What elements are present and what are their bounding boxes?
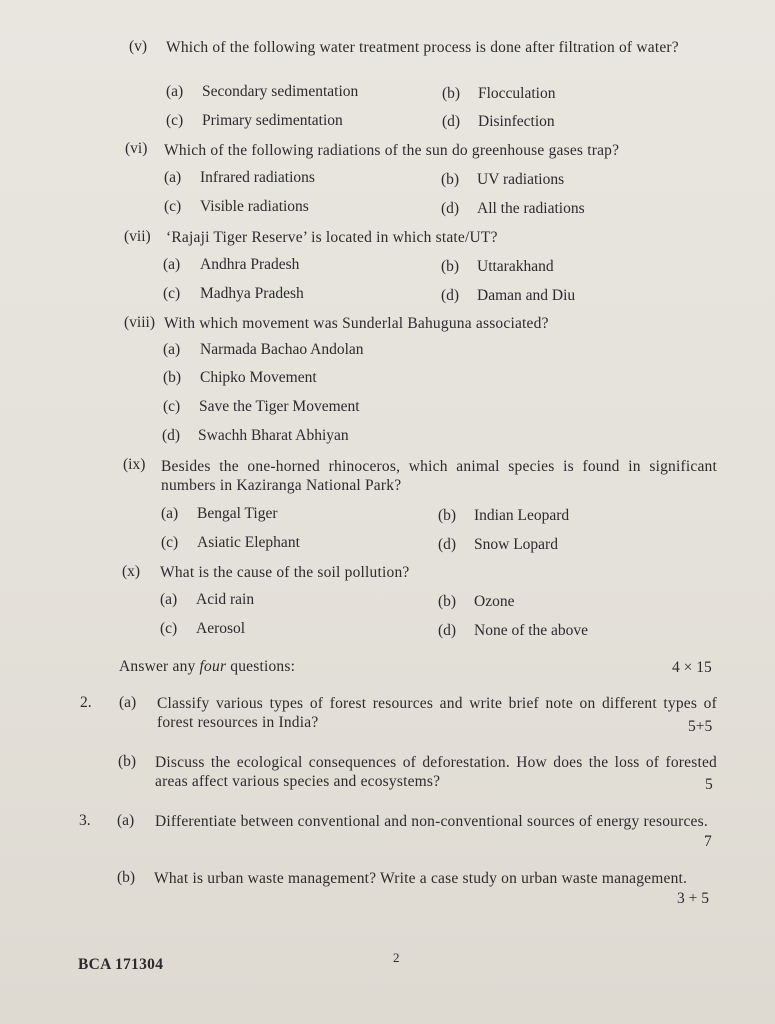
question-text: Classify various types of forest resources and write brief note on different types of forest resources in India?: [157, 695, 717, 731]
marks: 3 + 5: [677, 890, 709, 907]
marks: 5+5: [688, 718, 713, 735]
option-text: None of the above: [474, 622, 589, 639]
option-label: (d): [441, 287, 460, 304]
option-label: (b): [163, 369, 182, 386]
instruction: [119, 657, 295, 676]
option-label: (b): [441, 258, 460, 275]
question-number: 3.: [79, 812, 91, 829]
option-text: Flocculation: [478, 85, 556, 102]
question-number: 2.: [80, 694, 92, 711]
question-text: Which of the following water treatment process is done after filtration of water?: [166, 39, 679, 56]
option-text: Asiatic Elephant: [197, 534, 300, 551]
option-text: Madhya Pradesh: [200, 285, 304, 302]
option-text: Chipko Movement: [200, 369, 317, 386]
instruction-after: questions:: [226, 658, 296, 675]
marks: 5: [705, 776, 713, 793]
course-code: BCA 171304: [78, 956, 164, 973]
option-label: (a): [160, 591, 178, 608]
option-label: (d): [162, 427, 181, 444]
option-text: Save the Tiger Movement: [199, 398, 360, 415]
question-text: ‘Rajaji Tiger Reserve’ is located in which state/UT?: [166, 229, 498, 246]
option-label: (a): [166, 83, 184, 100]
question-number: (v): [129, 38, 148, 55]
instruction-before: Answer any: [119, 658, 200, 675]
option-label: (c): [160, 620, 178, 637]
section-marks: 4 × 15: [672, 659, 712, 676]
option-label: (b): [441, 171, 460, 188]
question-number: (ix): [123, 456, 146, 473]
page-number: 2: [393, 950, 400, 965]
option-text: Andhra Pradesh: [200, 256, 300, 273]
option-label: (c): [163, 398, 181, 415]
option-label: (a): [161, 505, 179, 522]
option-text: Indian Leopard: [474, 507, 570, 524]
option-label: (d): [442, 113, 461, 130]
option-text: Uttarakhand: [477, 258, 554, 275]
question-text: Besides the one-horned rhinoceros, which animal species is found in significant numbers in Kaziranga National Park?: [161, 458, 717, 494]
option-text: UV radiations: [477, 171, 565, 188]
question-text: Discuss the ecological consequences of deforestation. How does the loss of forested areas affect various species and ecosystems?: [155, 754, 717, 790]
option-label: (c): [163, 285, 181, 302]
option-label: (d): [438, 622, 457, 639]
option-text: Primary sedimentation: [202, 112, 343, 129]
option-text: Aerosol: [196, 620, 246, 637]
option-text: Bengal Tiger: [197, 505, 278, 522]
question-number: (vii): [124, 228, 151, 245]
question-text: What is the cause of the soil pollution?: [160, 564, 410, 581]
option-text: Infrared radiations: [200, 169, 315, 186]
option-text: Secondary sedimentation: [202, 83, 359, 100]
part-label: (b): [118, 753, 137, 770]
question-text: What is urban waste management? Write a case study on urban waste management.: [154, 870, 688, 887]
instruction-emphasis: four: [199, 658, 227, 675]
question-number: (x): [122, 563, 141, 580]
part-label: (b): [117, 869, 136, 886]
question-text: Which of the following radiations of the sun do greenhouse gases trap?: [164, 142, 620, 159]
option-label: (d): [438, 536, 457, 553]
option-text: Narmada Bachao Andolan: [200, 341, 364, 358]
option-text: Snow Lopard: [474, 536, 558, 553]
marks: 7: [704, 833, 712, 850]
option-text: All the radiations: [477, 200, 585, 217]
option-label: (c): [164, 198, 182, 215]
option-label: (b): [438, 507, 457, 524]
option-text: Disinfection: [478, 113, 555, 130]
question-text: With which movement was Sunderlal Bahuguna associated?: [164, 315, 549, 332]
option-text: Ozone: [474, 593, 515, 610]
option-text: Acid rain: [196, 591, 255, 608]
option-text: Swachh Bharat Abhiyan: [198, 427, 349, 444]
option-label: (c): [166, 112, 184, 129]
question-text: Differentiate between conventional and non-conventional sources of energy resources.: [155, 813, 708, 830]
option-label: (a): [163, 341, 181, 358]
option-text: Visible radiations: [200, 198, 309, 215]
option-label: (d): [441, 200, 460, 217]
part-label: (a): [119, 694, 137, 711]
option-label: (b): [438, 593, 457, 610]
question-number: (vi): [125, 140, 148, 157]
question-number: (viii): [124, 314, 155, 331]
part-label: (a): [117, 812, 135, 829]
option-label: (b): [442, 85, 461, 102]
option-label: (a): [163, 256, 181, 273]
option-text: Daman and Diu: [477, 287, 576, 304]
option-label: (a): [164, 169, 182, 186]
option-label: (c): [161, 534, 179, 551]
